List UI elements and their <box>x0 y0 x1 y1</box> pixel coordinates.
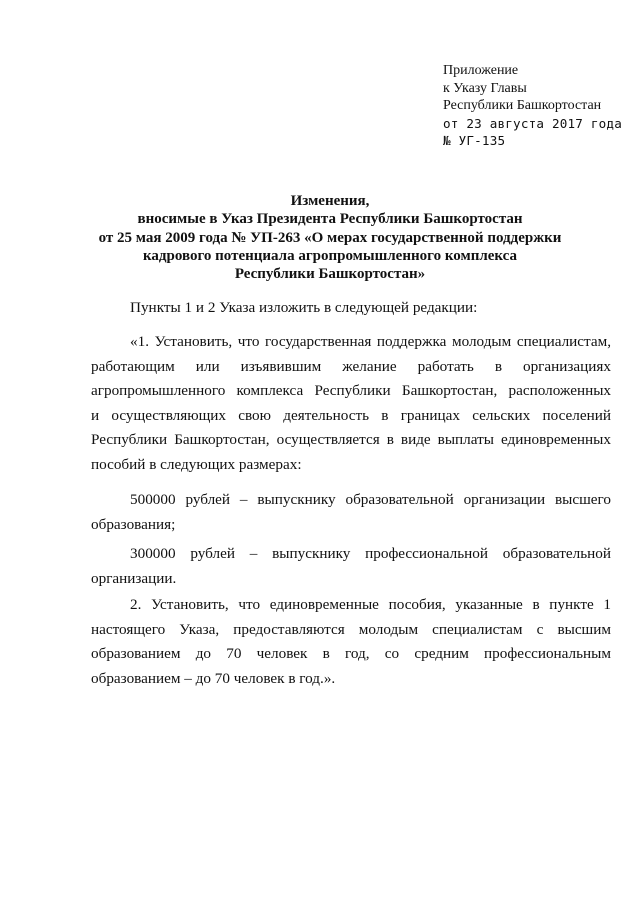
paragraph-1-line-5: Республики Башкортостан, осуществляется в виде выплаты единовременных <box>91 431 611 448</box>
paragraph-4 <box>91 593 611 691</box>
appendix-block <box>443 62 633 150</box>
paragraph-1-line-4: и осуществляющих свою деятельность в границах сельских поселений <box>91 406 611 424</box>
paragraph-1-line-6: пособий в следующих размерах: <box>91 455 302 473</box>
appendix-date: от 23 августа 2017 года <box>443 115 622 131</box>
paragraph-1-line-2: работающим или изъявившим желание работать в организациях <box>91 357 611 375</box>
appendix-decree-ref: к Указу Главы <box>443 80 527 96</box>
title-line-3: от 25 мая 2009 года № УП-263 «О мерах государственной поддержки <box>98 229 562 246</box>
paragraph-3-line-1: 300000 рублей – выпускнику профессиональной образовательной <box>130 545 611 562</box>
paragraph-1-line-3: агропромышленного комплекса Республики Башкортостан, расположенных <box>91 382 611 399</box>
paragraph-2 <box>91 488 611 537</box>
title-line-1: Изменения, <box>290 193 370 209</box>
paragraph-4-line-2: настоящего Указа, предоставляются молодым специалистам с высшим <box>91 620 611 638</box>
paragraph-3-line-2: организации. <box>91 569 177 587</box>
appendix-republic: Республики Башкортостан <box>443 98 602 113</box>
paragraph-2-line-1: 500000 рублей – выпускнику образовательной организации высшего <box>130 491 611 508</box>
paragraph-1-line-1: «1. Установить, что государственная поддержка молодым специалистам, <box>130 333 611 350</box>
paragraph-1 <box>91 330 611 477</box>
paragraph-4-line-4: образованием – до 70 человек в год.». <box>91 669 336 687</box>
title-line-5: Республики Башкортостан» <box>234 266 426 283</box>
lead-paragraph: Пункты 1 и 2 Указа изложить в следующей редакции: <box>130 299 478 316</box>
title-line-4: кадрового потенциала агропромышленного комплекса <box>142 247 518 264</box>
document-body <box>91 298 611 687</box>
appendix-number: № УГ-135 <box>443 133 506 148</box>
paragraph-2-line-2: образования; <box>91 515 176 533</box>
appendix-label: Приложение <box>443 63 519 78</box>
title-line-2: вносимые в Указ Президента Республики Башкортостан <box>137 211 523 228</box>
document-title <box>80 192 580 283</box>
paragraph-3 <box>91 542 611 591</box>
paragraph-4-line-1: 2. Установить, что единовременные пособия, указанные в пункте 1 <box>130 596 611 613</box>
paragraph-4-line-3: образованием до 70 человек в год, со средним профессиональным <box>91 645 611 662</box>
